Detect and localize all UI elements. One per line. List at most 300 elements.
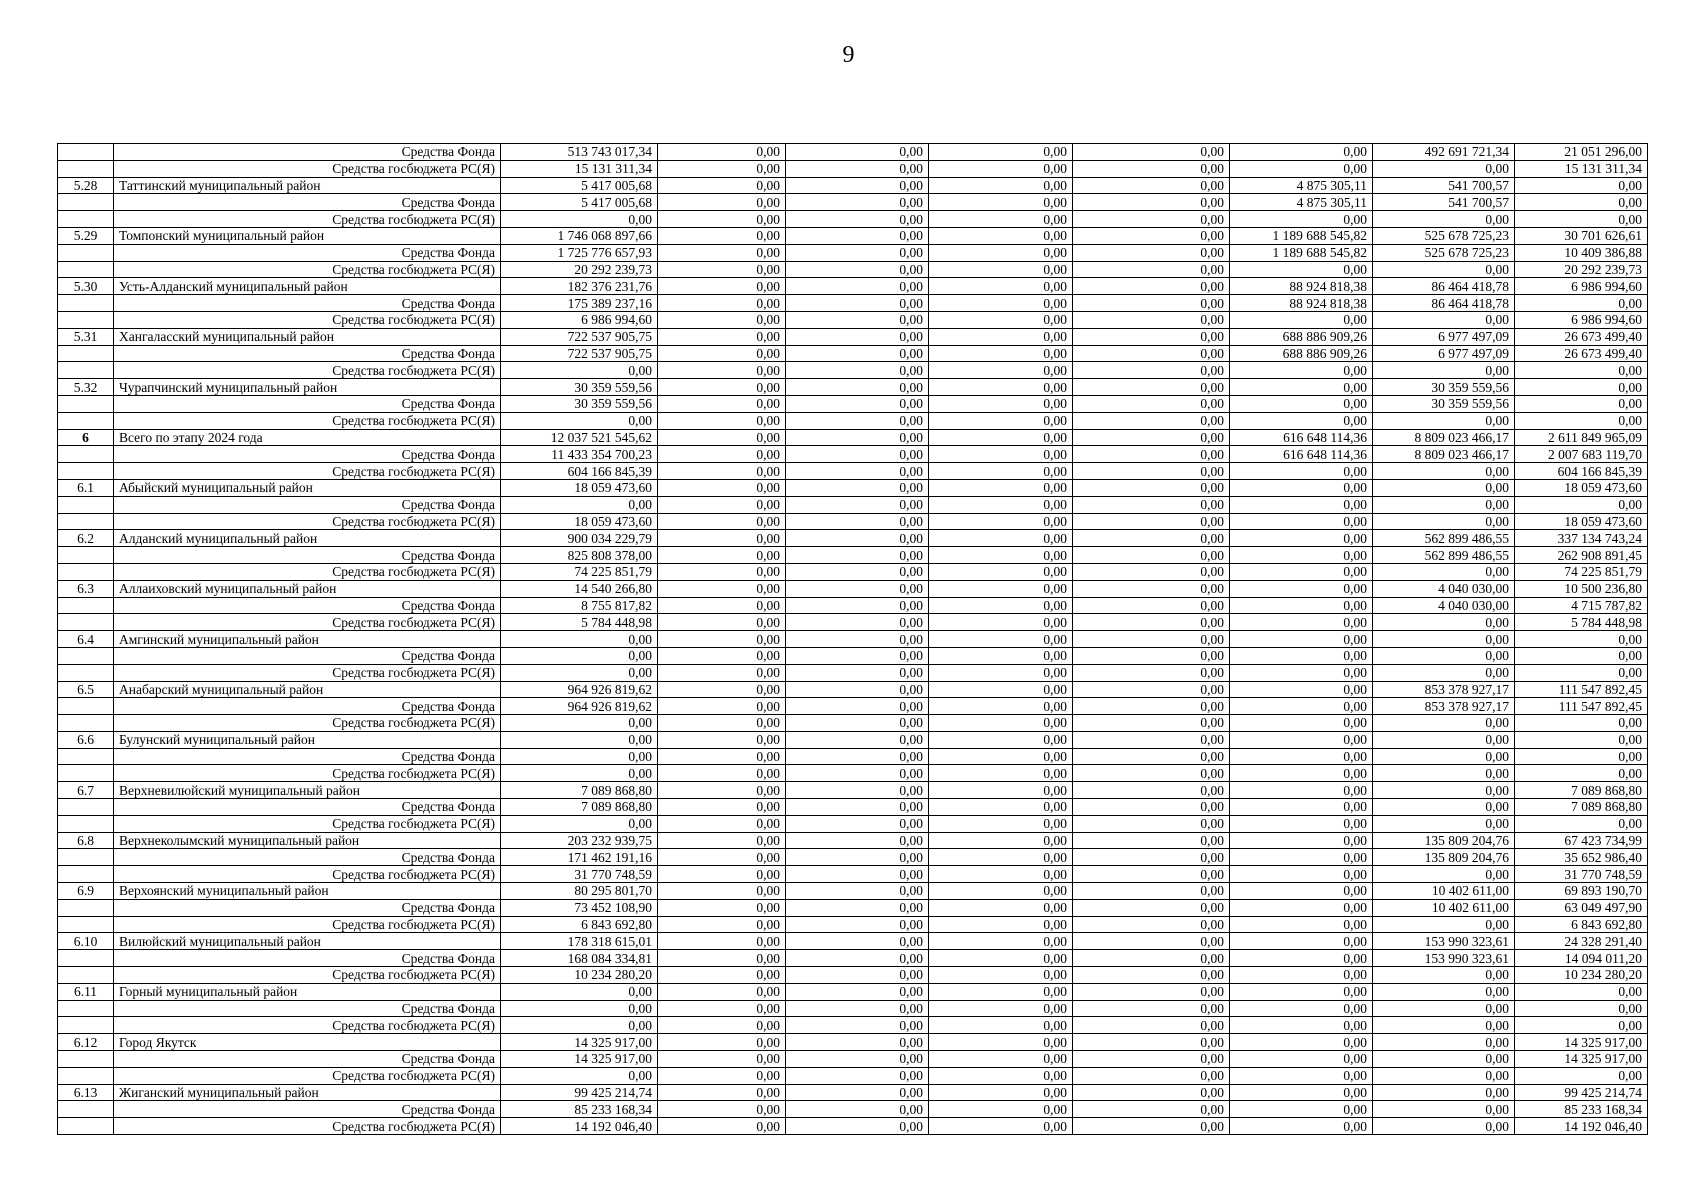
amount-cell: 964 926 819,62	[501, 681, 658, 698]
row-number-cell	[58, 815, 114, 832]
amount-cell: 0,00	[786, 883, 929, 900]
amount-cell: 0,00	[1073, 664, 1230, 681]
amount-cell: 7 089 868,80	[1515, 799, 1648, 816]
amount-cell: 35 652 986,40	[1515, 849, 1648, 866]
amount-cell: 0,00	[786, 513, 929, 530]
table-row-section	[58, 782, 1648, 799]
amount-cell: 0,00	[786, 1034, 929, 1051]
amount-cell: 1 746 068 897,66	[501, 227, 658, 244]
amount-cell: 964 926 819,62	[501, 698, 658, 715]
district-name-cell: Алданский муниципальный район	[114, 530, 501, 547]
amount-cell: 0,00	[1073, 496, 1230, 513]
amount-cell: 0,00	[786, 412, 929, 429]
amount-cell: 0,00	[501, 664, 658, 681]
funding-source-cell: Средства Фонда	[114, 194, 501, 211]
amount-cell: 0,00	[929, 647, 1073, 664]
amount-cell: 0,00	[658, 681, 786, 698]
amount-cell: 0,00	[501, 731, 658, 748]
amount-cell: 14 325 917,00	[501, 1051, 658, 1068]
amount-cell: 0,00	[658, 446, 786, 463]
amount-cell: 0,00	[1073, 1051, 1230, 1068]
amount-cell: 0,00	[1230, 513, 1373, 530]
table-row-funding	[58, 916, 1648, 933]
amount-cell: 0,00	[786, 395, 929, 412]
funding-source-cell: Средства госбюджета РС(Я)	[114, 412, 501, 429]
amount-cell: 0,00	[786, 681, 929, 698]
amount-cell: 0,00	[929, 698, 1073, 715]
row-number-cell: 6.6	[58, 731, 114, 748]
row-number-cell	[58, 362, 114, 379]
row-number-cell	[58, 261, 114, 278]
amount-cell: 0,00	[1073, 1067, 1230, 1084]
budget-table	[57, 143, 1648, 1135]
table-row-funding	[58, 463, 1648, 480]
amount-cell: 0,00	[929, 379, 1073, 396]
amount-cell: 0,00	[1230, 983, 1373, 1000]
amount-cell: 853 378 927,17	[1373, 681, 1515, 698]
amount-cell: 0,00	[929, 832, 1073, 849]
amount-cell: 0,00	[929, 1067, 1073, 1084]
amount-cell: 0,00	[658, 278, 786, 295]
table-row-funding	[58, 446, 1648, 463]
amount-cell: 80 295 801,70	[501, 883, 658, 900]
funding-source-cell: Средства Фонда	[114, 345, 501, 362]
table-row-funding	[58, 1017, 1648, 1034]
table-row-funding	[58, 412, 1648, 429]
amount-cell: 0,00	[786, 530, 929, 547]
amount-cell: 0,00	[786, 1067, 929, 1084]
amount-cell: 0,00	[786, 631, 929, 648]
amount-cell: 6 977 497,09	[1373, 328, 1515, 345]
amount-cell: 0,00	[1073, 530, 1230, 547]
amount-cell: 0,00	[786, 698, 929, 715]
district-name-cell: Чурапчинский муниципальный район	[114, 379, 501, 396]
amount-cell: 0,00	[658, 799, 786, 816]
amount-cell: 0,00	[1073, 446, 1230, 463]
amount-cell: 0,00	[1230, 597, 1373, 614]
amount-cell: 0,00	[1073, 681, 1230, 698]
amount-cell: 0,00	[1515, 1067, 1648, 1084]
amount-cell: 0,00	[1373, 631, 1515, 648]
amount-cell: 0,00	[929, 614, 1073, 631]
amount-cell: 0,00	[1073, 479, 1230, 496]
amount-cell: 0,00	[786, 983, 929, 1000]
amount-cell: 0,00	[658, 1034, 786, 1051]
district-name-cell: Горный муниципальный район	[114, 983, 501, 1000]
amount-cell: 0,00	[1073, 227, 1230, 244]
table-row-funding	[58, 244, 1648, 261]
amount-cell: 0,00	[786, 446, 929, 463]
row-number-cell	[58, 144, 114, 161]
amount-cell: 0,00	[658, 379, 786, 396]
amount-cell: 0,00	[1230, 832, 1373, 849]
amount-cell: 0,00	[786, 177, 929, 194]
amount-cell: 0,00	[501, 631, 658, 648]
amount-cell: 0,00	[1373, 715, 1515, 732]
amount-cell: 0,00	[786, 799, 929, 816]
amount-cell: 0,00	[658, 614, 786, 631]
amount-cell: 5 784 448,98	[501, 614, 658, 631]
funding-source-cell: Средства Фонда	[114, 748, 501, 765]
amount-cell: 4 875 305,11	[1230, 194, 1373, 211]
amount-cell: 5 417 005,68	[501, 194, 658, 211]
amount-cell: 0,00	[786, 832, 929, 849]
amount-cell: 15 131 311,34	[501, 160, 658, 177]
table-row-section	[58, 328, 1648, 345]
row-number-cell: 6.5	[58, 681, 114, 698]
row-number-cell	[58, 799, 114, 816]
district-name-cell: Булунский муниципальный район	[114, 731, 501, 748]
table-row-funding	[58, 664, 1648, 681]
table-row-funding	[58, 647, 1648, 664]
row-number-cell	[58, 866, 114, 883]
amount-cell: 0,00	[658, 1000, 786, 1017]
table-row-section	[58, 933, 1648, 950]
row-number-cell: 6.8	[58, 832, 114, 849]
amount-cell: 0,00	[658, 1067, 786, 1084]
amount-cell: 0,00	[1373, 311, 1515, 328]
table-row-funding	[58, 261, 1648, 278]
amount-cell: 525 678 725,23	[1373, 244, 1515, 261]
amount-cell: 0,00	[658, 866, 786, 883]
amount-cell: 7 089 868,80	[501, 782, 658, 799]
amount-cell: 14 325 917,00	[501, 1034, 658, 1051]
amount-cell: 0,00	[929, 1017, 1073, 1034]
amount-cell: 0,00	[658, 748, 786, 765]
amount-cell: 0,00	[1515, 177, 1648, 194]
amount-cell: 0,00	[658, 916, 786, 933]
amount-cell: 0,00	[1373, 866, 1515, 883]
amount-cell: 541 700,57	[1373, 177, 1515, 194]
amount-cell: 0,00	[786, 379, 929, 396]
amount-cell: 6 843 692,80	[501, 916, 658, 933]
amount-cell: 182 376 231,76	[501, 278, 658, 295]
table-row-funding	[58, 1118, 1648, 1135]
funding-source-cell: Средства госбюджета РС(Я)	[114, 967, 501, 984]
table-row-section	[58, 278, 1648, 295]
amount-cell: 10 500 236,80	[1515, 580, 1648, 597]
amount-cell: 88 924 818,38	[1230, 295, 1373, 312]
amount-cell: 0,00	[1073, 311, 1230, 328]
amount-cell: 0,00	[658, 1084, 786, 1101]
row-number-cell	[58, 849, 114, 866]
amount-cell: 0,00	[786, 899, 929, 916]
table-row-funding	[58, 614, 1648, 631]
row-number-cell	[58, 647, 114, 664]
amount-cell: 0,00	[929, 1101, 1073, 1118]
amount-cell: 0,00	[1073, 1000, 1230, 1017]
amount-cell: 0,00	[1230, 866, 1373, 883]
district-name-cell: Верхнеколымский муниципальный район	[114, 832, 501, 849]
amount-cell: 0,00	[658, 631, 786, 648]
funding-source-cell: Средства Фонда	[114, 1101, 501, 1118]
funding-source-cell: Средства госбюджета РС(Я)	[114, 160, 501, 177]
amount-cell: 0,00	[1373, 211, 1515, 228]
district-name-cell: Абыйский муниципальный район	[114, 479, 501, 496]
amount-cell: 0,00	[658, 295, 786, 312]
amount-cell: 0,00	[1230, 412, 1373, 429]
amount-cell: 14 540 266,80	[501, 580, 658, 597]
table-row-funding	[58, 211, 1648, 228]
amount-cell: 0,00	[786, 967, 929, 984]
amount-cell: 0,00	[1515, 647, 1648, 664]
amount-cell: 0,00	[1230, 580, 1373, 597]
funding-source-cell: Средства Фонда	[114, 647, 501, 664]
amount-cell: 900 034 229,79	[501, 530, 658, 547]
amount-cell: 0,00	[1073, 379, 1230, 396]
amount-cell: 0,00	[786, 1084, 929, 1101]
amount-cell: 0,00	[658, 1118, 786, 1135]
row-number-cell	[58, 563, 114, 580]
amount-cell: 0,00	[658, 1051, 786, 1068]
table-row-funding	[58, 311, 1648, 328]
amount-cell: 0,00	[786, 463, 929, 480]
amount-cell: 203 232 939,75	[501, 832, 658, 849]
amount-cell: 67 423 734,99	[1515, 832, 1648, 849]
amount-cell: 616 648 114,36	[1230, 446, 1373, 463]
amount-cell: 0,00	[658, 782, 786, 799]
amount-cell: 562 899 486,55	[1373, 547, 1515, 564]
amount-cell: 0,00	[929, 933, 1073, 950]
district-name-cell: Всего по этапу 2024 года	[114, 429, 501, 446]
funding-source-cell: Средства Фонда	[114, 698, 501, 715]
amount-cell: 14 094 011,20	[1515, 950, 1648, 967]
funding-source-cell: Средства госбюджета РС(Я)	[114, 715, 501, 732]
row-number-cell: 6.9	[58, 883, 114, 900]
amount-cell: 0,00	[1230, 1118, 1373, 1135]
table-row-funding	[58, 395, 1648, 412]
amount-cell: 0,00	[1073, 463, 1230, 480]
amount-cell: 0,00	[658, 698, 786, 715]
amount-cell: 0,00	[929, 681, 1073, 698]
amount-cell: 4 875 305,11	[1230, 177, 1373, 194]
amount-cell: 0,00	[501, 1000, 658, 1017]
amount-cell: 0,00	[929, 563, 1073, 580]
table-row-section	[58, 479, 1648, 496]
amount-cell: 0,00	[929, 547, 1073, 564]
amount-cell: 175 389 237,16	[501, 295, 658, 312]
district-name-cell: Томпонский муниципальный район	[114, 227, 501, 244]
row-number-cell	[58, 916, 114, 933]
row-number-cell: 5.32	[58, 379, 114, 396]
amount-cell: 10 234 280,20	[1515, 967, 1648, 984]
amount-cell: 722 537 905,75	[501, 328, 658, 345]
district-name-cell: Усть-Алданский муниципальный район	[114, 278, 501, 295]
amount-cell: 0,00	[1515, 194, 1648, 211]
amount-cell: 0,00	[1230, 799, 1373, 816]
amount-cell: 0,00	[501, 647, 658, 664]
amount-cell: 0,00	[786, 715, 929, 732]
amount-cell: 0,00	[1230, 1067, 1373, 1084]
funding-source-cell: Средства Фонда	[114, 244, 501, 261]
amount-cell: 0,00	[1073, 765, 1230, 782]
amount-cell: 6 977 497,09	[1373, 345, 1515, 362]
amount-cell: 492 691 721,34	[1373, 144, 1515, 161]
row-number-cell	[58, 463, 114, 480]
amount-cell: 0,00	[658, 463, 786, 480]
amount-cell: 153 990 323,61	[1373, 950, 1515, 967]
row-number-cell: 6.2	[58, 530, 114, 547]
row-number-cell	[58, 1051, 114, 1068]
amount-cell: 0,00	[658, 479, 786, 496]
amount-cell: 0,00	[929, 1084, 1073, 1101]
amount-cell: 0,00	[1515, 631, 1648, 648]
amount-cell: 0,00	[1373, 765, 1515, 782]
funding-source-cell: Средства Фонда	[114, 1051, 501, 1068]
amount-cell: 6 986 994,60	[501, 311, 658, 328]
amount-cell: 168 084 334,81	[501, 950, 658, 967]
row-number-cell	[58, 547, 114, 564]
amount-cell: 0,00	[1373, 983, 1515, 1000]
table-row-section	[58, 227, 1648, 244]
amount-cell: 20 292 239,73	[1515, 261, 1648, 278]
amount-cell: 26 673 499,40	[1515, 328, 1648, 345]
row-number-cell	[58, 211, 114, 228]
row-number-cell	[58, 967, 114, 984]
amount-cell: 0,00	[658, 815, 786, 832]
amount-cell: 153 990 323,61	[1373, 933, 1515, 950]
amount-cell: 0,00	[1373, 1017, 1515, 1034]
amount-cell: 0,00	[1373, 412, 1515, 429]
amount-cell: 0,00	[929, 580, 1073, 597]
amount-cell: 0,00	[1515, 715, 1648, 732]
table-row-section	[58, 177, 1648, 194]
amount-cell: 0,00	[1373, 496, 1515, 513]
amount-cell: 0,00	[658, 261, 786, 278]
amount-cell: 0,00	[786, 227, 929, 244]
amount-cell: 0,00	[929, 866, 1073, 883]
amount-cell: 853 378 927,17	[1373, 698, 1515, 715]
amount-cell: 0,00	[929, 983, 1073, 1000]
amount-cell: 0,00	[1073, 362, 1230, 379]
amount-cell: 0,00	[658, 496, 786, 513]
amount-cell: 4 040 030,00	[1373, 597, 1515, 614]
amount-cell: 0,00	[1373, 647, 1515, 664]
amount-cell: 0,00	[1073, 899, 1230, 916]
amount-cell: 0,00	[929, 395, 1073, 412]
amount-cell: 722 537 905,75	[501, 345, 658, 362]
row-number-cell	[58, 698, 114, 715]
amount-cell: 0,00	[658, 580, 786, 597]
amount-cell: 0,00	[929, 815, 1073, 832]
amount-cell: 0,00	[786, 597, 929, 614]
table-row-funding	[58, 1000, 1648, 1017]
amount-cell: 0,00	[658, 429, 786, 446]
amount-cell: 178 318 615,01	[501, 933, 658, 950]
amount-cell: 0,00	[929, 328, 1073, 345]
table-row-funding	[58, 295, 1648, 312]
amount-cell: 0,00	[786, 1101, 929, 1118]
table-row-funding	[58, 1101, 1648, 1118]
amount-cell: 2 611 849 965,09	[1515, 429, 1648, 446]
amount-cell: 0,00	[1373, 261, 1515, 278]
amount-cell: 0,00	[1230, 563, 1373, 580]
amount-cell: 0,00	[786, 479, 929, 496]
row-number-cell	[58, 513, 114, 530]
amount-cell: 0,00	[929, 1051, 1073, 1068]
table-body	[58, 144, 1648, 1135]
amount-cell: 0,00	[929, 177, 1073, 194]
amount-cell: 0,00	[1230, 664, 1373, 681]
table-row-funding	[58, 563, 1648, 580]
amount-cell: 0,00	[1230, 715, 1373, 732]
funding-source-cell: Средства госбюджета РС(Я)	[114, 261, 501, 278]
amount-cell: 0,00	[1073, 933, 1230, 950]
amount-cell: 7 089 868,80	[501, 799, 658, 816]
district-name-cell: Хангаласский муниципальный район	[114, 328, 501, 345]
amount-cell: 31 770 748,59	[501, 866, 658, 883]
amount-cell: 0,00	[786, 144, 929, 161]
amount-cell: 63 049 497,90	[1515, 899, 1648, 916]
district-name-cell: Вилюйский муниципальный район	[114, 933, 501, 950]
amount-cell: 0,00	[786, 1000, 929, 1017]
funding-source-cell: Средства госбюджета РС(Я)	[114, 513, 501, 530]
amount-cell: 10 402 611,00	[1373, 899, 1515, 916]
amount-cell: 0,00	[786, 160, 929, 177]
row-number-cell	[58, 1000, 114, 1017]
amount-cell: 0,00	[929, 1000, 1073, 1017]
amount-cell: 0,00	[929, 261, 1073, 278]
funding-source-cell: Средства Фонда	[114, 1000, 501, 1017]
amount-cell: 0,00	[929, 715, 1073, 732]
amount-cell: 0,00	[658, 144, 786, 161]
amount-cell: 0,00	[929, 311, 1073, 328]
table-row-funding	[58, 194, 1648, 211]
amount-cell: 0,00	[929, 463, 1073, 480]
funding-source-cell: Средства Фонда	[114, 295, 501, 312]
row-number-cell	[58, 715, 114, 732]
amount-cell: 0,00	[1073, 580, 1230, 597]
row-number-cell	[58, 345, 114, 362]
amount-cell: 0,00	[1230, 1051, 1373, 1068]
amount-cell: 0,00	[658, 597, 786, 614]
amount-cell: 0,00	[1073, 429, 1230, 446]
amount-cell: 0,00	[1073, 177, 1230, 194]
row-number-cell	[58, 765, 114, 782]
amount-cell: 1 725 776 657,93	[501, 244, 658, 261]
amount-cell: 0,00	[1515, 362, 1648, 379]
amount-cell: 0,00	[1515, 815, 1648, 832]
amount-cell: 0,00	[1373, 1101, 1515, 1118]
amount-cell: 0,00	[1073, 614, 1230, 631]
amount-cell: 0,00	[1230, 1034, 1373, 1051]
amount-cell: 0,00	[1073, 563, 1230, 580]
amount-cell: 0,00	[1373, 967, 1515, 984]
amount-cell: 0,00	[786, 278, 929, 295]
amount-cell: 0,00	[1230, 916, 1373, 933]
row-number-cell	[58, 1017, 114, 1034]
amount-cell: 0,00	[1073, 883, 1230, 900]
amount-cell: 688 886 909,26	[1230, 328, 1373, 345]
amount-cell: 0,00	[786, 244, 929, 261]
amount-cell: 0,00	[929, 479, 1073, 496]
table-row-funding	[58, 698, 1648, 715]
funding-source-cell: Средства госбюджета РС(Я)	[114, 815, 501, 832]
table-row-section	[58, 429, 1648, 446]
amount-cell: 0,00	[1373, 782, 1515, 799]
amount-cell: 0,00	[1073, 1084, 1230, 1101]
amount-cell: 0,00	[929, 345, 1073, 362]
amount-cell: 30 359 559,56	[1373, 395, 1515, 412]
table-row-funding	[58, 362, 1648, 379]
amount-cell: 0,00	[1230, 765, 1373, 782]
amount-cell: 0,00	[501, 1067, 658, 1084]
amount-cell: 0,00	[786, 748, 929, 765]
amount-cell: 0,00	[1230, 731, 1373, 748]
row-number-cell: 5.31	[58, 328, 114, 345]
amount-cell: 0,00	[1515, 748, 1648, 765]
amount-cell: 11 433 354 700,23	[501, 446, 658, 463]
